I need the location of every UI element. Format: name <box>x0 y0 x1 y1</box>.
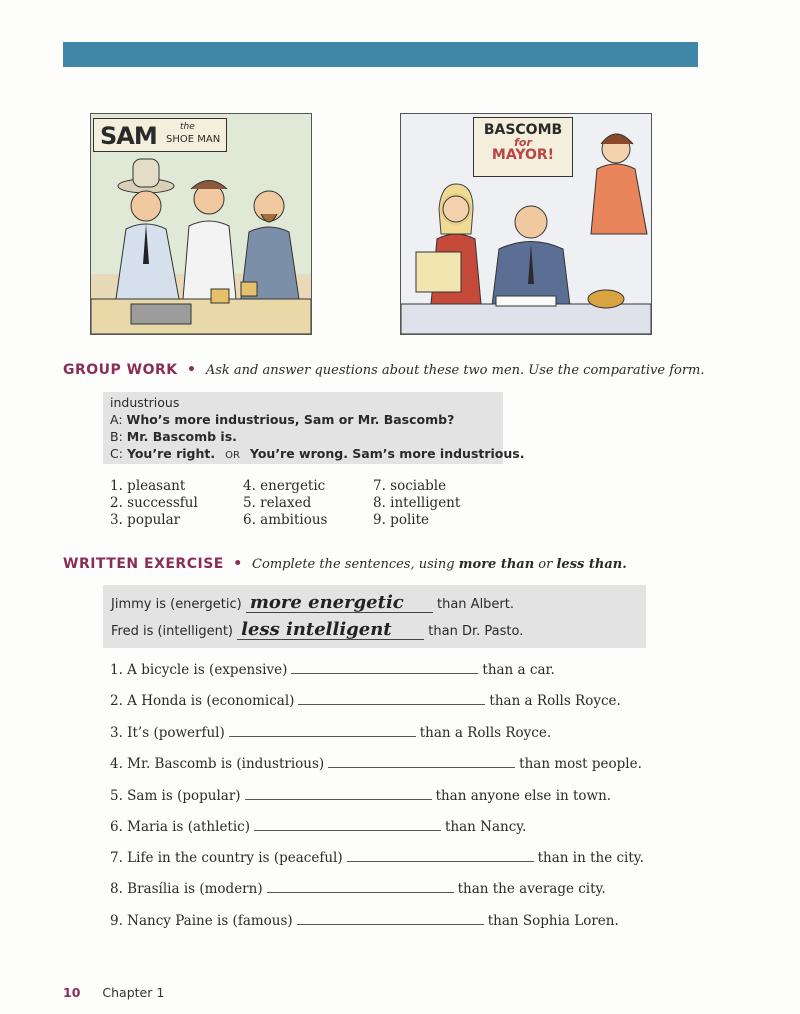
page-footer <box>63 985 164 1000</box>
exercise-item <box>110 881 606 897</box>
sam-sign-subtitle: SHOE MAN <box>166 134 221 145</box>
answer-blank[interactable] <box>291 663 478 674</box>
sample-handwritten-answer: more energetic <box>246 594 433 613</box>
speaker-a-label: A: <box>110 412 123 427</box>
sample-answers-box <box>103 585 646 648</box>
bascomb-campaign-poster <box>473 117 573 177</box>
example-line-a <box>110 412 454 427</box>
exercise-suffix: than most people. <box>519 756 642 772</box>
written-exercise-heading <box>63 556 627 572</box>
answer-blank[interactable] <box>267 882 454 893</box>
written-exercise-instruction: Complete the sentences, using more than or less than. <box>252 557 627 572</box>
bullet-icon: • <box>233 556 243 572</box>
word-list-column-2 <box>243 478 327 529</box>
answer-blank[interactable] <box>298 694 485 705</box>
word-item: 6. ambitious <box>243 512 328 528</box>
sample-prompt: Jimmy is (energetic) <box>111 597 242 612</box>
sam-sign-the: the <box>180 122 195 132</box>
exercise-item <box>110 788 611 804</box>
answer-blank[interactable] <box>347 851 534 862</box>
speaker-a-text: Who’s more industrious, Sam or Mr. Bascomb? <box>126 412 455 427</box>
speaker-c-text2: You’re wrong. Sam’s more industrious. <box>249 446 525 461</box>
or-label: OR <box>225 450 240 461</box>
answer-blank[interactable] <box>245 789 432 800</box>
word-item: 9. polite <box>373 512 429 528</box>
word-list-column-1 <box>110 478 198 529</box>
exercise-prompt: 9. Nancy Paine is (famous) <box>110 913 293 929</box>
exercise-prompt: 4. Mr. Bascomb is (industrious) <box>110 756 325 772</box>
poster-name: BASCOMB <box>483 122 563 138</box>
exercise-prompt: 5. Sam is (popular) <box>110 788 241 804</box>
exercise-suffix: than a car. <box>482 662 555 678</box>
speaker-b-label: B: <box>110 429 123 444</box>
exercise-prompt: 3. It’s (powerful) <box>110 725 225 741</box>
speaker-c-label: C: <box>110 446 123 461</box>
exercise-suffix: than in the city. <box>537 850 644 866</box>
sample-handwritten-answer: less intelligent <box>237 621 424 640</box>
answer-blank[interactable] <box>297 914 484 925</box>
exercise-prompt: 2. A Honda is (economical) <box>110 693 295 709</box>
word-item: 7. sociable <box>373 478 447 494</box>
answer-blank[interactable] <box>254 820 441 831</box>
top-banner <box>63 42 698 67</box>
exercise-suffix: than anyone else in town. <box>435 788 612 804</box>
sam-shop-sign <box>93 118 227 152</box>
exercise-item <box>110 913 619 929</box>
exercise-prompt: 1. A bicycle is (expensive) <box>110 662 288 678</box>
speaker-c-text1: You’re right. <box>126 446 216 461</box>
exercise-item <box>110 662 555 678</box>
word-item: 2. successful <box>110 495 198 511</box>
exercise-suffix: than the average city. <box>457 881 606 897</box>
exercise-suffix: than Nancy. <box>445 819 527 835</box>
bullet-icon: • <box>187 362 197 378</box>
exercise-item <box>110 850 644 866</box>
exercise-suffix: than a Rolls Royce. <box>489 693 621 709</box>
sample-suffix: than Dr. Pasto. <box>428 624 524 639</box>
group-work-instruction: Ask and answer questions about these two men. Use the comparative form. <box>205 363 705 378</box>
answer-blank[interactable] <box>328 757 515 768</box>
word-item: 1. pleasant <box>110 478 186 494</box>
poster-office: MAYOR! <box>491 147 555 163</box>
poster-for: for <box>514 136 532 149</box>
exercise-suffix: than a Rolls Royce. <box>419 725 552 741</box>
exercise-prompt: 8. Brasília is (modern) <box>110 881 263 897</box>
word-item: 4. energetic <box>243 478 326 494</box>
illustration-sam-shoe-shop <box>90 113 312 335</box>
speaker-b-text: Mr. Bascomb is. <box>126 429 237 444</box>
exercise-prompt: 6. Maria is (athletic) <box>110 819 251 835</box>
written-exercise-title: WRITTEN EXERCISE <box>63 556 224 572</box>
sample-row <box>111 621 523 640</box>
example-line-c <box>110 446 524 461</box>
group-work-heading <box>63 362 705 378</box>
page-number: 10 <box>63 985 81 1000</box>
exercise-item <box>110 756 642 772</box>
illustration-bascomb-office <box>400 113 652 335</box>
word-list-column-3 <box>373 478 460 529</box>
example-line-b <box>110 429 237 444</box>
exercise-item <box>110 725 551 741</box>
word-item: 3. popular <box>110 512 181 528</box>
exercise-prompt: 7. Life in the country is (peaceful) <box>110 850 343 866</box>
sample-prompt: Fred is (intelligent) <box>111 624 234 639</box>
sample-suffix: than Albert. <box>437 597 515 612</box>
exercise-item <box>110 819 526 835</box>
exercise-item <box>110 693 621 709</box>
group-work-example-box <box>103 392 525 464</box>
answer-blank[interactable] <box>229 726 416 737</box>
group-work-title: GROUP WORK <box>63 362 178 378</box>
example-cue: industrious <box>110 395 180 410</box>
sam-sign-name: SAM <box>100 122 157 150</box>
chapter-label: Chapter 1 <box>102 985 165 1000</box>
sample-row <box>111 594 514 613</box>
word-item: 5. relaxed <box>243 495 312 511</box>
word-item: 8. intelligent <box>373 495 461 511</box>
exercise-suffix: than Sophia Loren. <box>487 913 619 929</box>
